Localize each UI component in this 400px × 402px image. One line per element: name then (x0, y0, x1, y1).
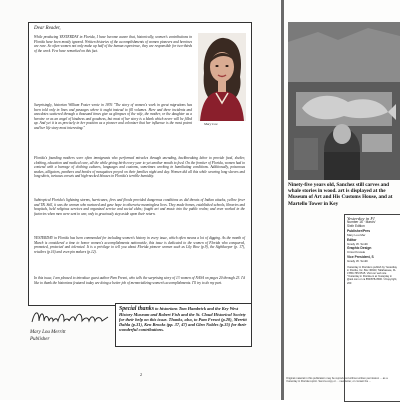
masthead-heading: Publisher/Pres (347, 228, 371, 233)
letter-paragraph: Surprisingly, historian William Foster wrote in 1876 "The story of women's work in great migrations has been told only in lines and passages where it ought instead to fill volumes. Here and there incidents and anecdotes scattered through a thousand times give us glimpses of the wife, the mother, or the daughter as a heroine or as an angel of kindness and goodness, but most of her story is a blank which never will be filled up. And yet it is as precisely in her position as a pioneer and colonizer that her influence is the most potent and her life story most interesting." (34, 103, 192, 130)
masthead-person: Grady W. Smith (347, 259, 369, 264)
masthead-person: Mary Lou Mer (347, 232, 366, 237)
masthead-box (344, 214, 400, 402)
salutation: Dear Reader, (34, 26, 61, 31)
special-thanks-body: to historians Tom Hambrick and the Key West History Museum and Robert Fish and the St. Cloud Historical Society for their help on this issue. Thanks, also, to Pam Fresni (p.20), Merritt Dahla (p.31), Ken Brooks (pp. 37, 47) and Glen Nobles (p.35) for their wonderful contributions. (119, 306, 247, 333)
letter-paragraph: While producing YESTERDAY in Florida, I have become aware that, historically, women's contributions in Florida have been mostly ignored. Written histories of the accomplishments of women pioneers and heroines are rare. So often women not only make up half of the human experience, they are responsible for two-thirds of the work. Few have remarked on this fact. (34, 35, 192, 53)
masthead-blurb: Yesterday in Florida is publish by Yesterday in Florida, Inc. Box 30943, Tallahassee, FL 3 850-765-5515. Visit our web site "Yesterday in Florida.co at Yesterday in @aol.com or ca 850/878-3500. ©Copyright, 200 (347, 266, 398, 285)
masthead-heading: Vice President, S (347, 255, 374, 260)
photo-caption: Ninety-five years old, Sanchez still carves and whale stories in wood. art is displayed at the Museum of Art and His Customs House, and at Martello Tower in Key (288, 182, 393, 207)
reprint-footnote: Original material in this publication may be reproduced without written permission ... as a Yesterday in Florida reprint. Send a copy or ... newsletter, or contact the ... (286, 377, 388, 384)
letter-paragraph: Subtropical Florida's lightning storms, hurricanes, fires and floods provided dangerous conditions as did threats of Indian attacks, yellow fever and TB. Still, it was the women who nurtured and gave hope to otherwise meaningless lives. They made homes, established schools, libraries and hospitals, held religious services and organized service and social clubs; fought art and music into the public realm; and even worked in the factories when men were sent to war, only to graciously step aside upon their return. (34, 198, 245, 216)
signature-title: Publisher (30, 337, 50, 342)
letter-paragraph: YESTERDAY in Florida has been commended for including women's history in every issue, which often means a lot of digging. As the month of March is considered a time to honor women's accomplishments nationwide, this issue is dedicated to the women of Florida who conquered, promoted, protected and tolerated. It is a privilege to tell you about Florida pioneer women such as Lily Bow (p.9), the Sightkeeper (p. 17), retailers (p.16) and even pin makers (p.12). (34, 236, 245, 254)
letter-paragraph: Florida's founding mothers were often immigrants who performed miracles through unending, backbreaking labor to provide food, shelter, clothing, education and medical care, all the while giving birth every year to yet another mouth to feed. On the frontier of Florida, women had to contend with a barrage of clothing cultures, languages and customs, sometimes working in humiliating conditions. Additionally, poisonous snakes, alligators, panthers and hordes of mosquitoes preyed on their families night and day. Women did all this while wearing long sleeves and long skirts, tortuous corsets and high-necked blouses in Florida's terrible humidity. (34, 156, 245, 178)
masthead-person: Crissi Knowle (347, 250, 366, 255)
special-thanks-box (115, 303, 252, 347)
masthead-section: Sixth Edition (347, 223, 365, 228)
portrait-caption: Mary Lou (204, 122, 218, 126)
publisher-signature (30, 307, 110, 327)
masthead-issue: Number 16 · March/ (347, 220, 376, 224)
publisher-portrait (198, 33, 246, 121)
letter-paragraph: In this issue, I am pleased to introduce guest author Pam Fresni, who tells the surprising story of 13 women of NASA on pages 20 through 23. I'd like to thank the historians featured today are doing a better job of memorializing women's accomplishments. I'll try to do my part. (34, 276, 245, 285)
special-thanks-heading: Special thanks (119, 306, 154, 312)
cover-photo (288, 22, 400, 180)
publisher-letter (28, 22, 252, 306)
masthead-heading: Editor (347, 237, 357, 242)
page-number: 2 (140, 372, 142, 377)
masthead-person: Grady W. Smith (347, 241, 369, 246)
masthead-title: Yesterday in Fl (347, 216, 375, 221)
signature-name: Mary Lou Merritt (30, 330, 66, 335)
masthead-heading: Graphic Design (347, 246, 372, 251)
